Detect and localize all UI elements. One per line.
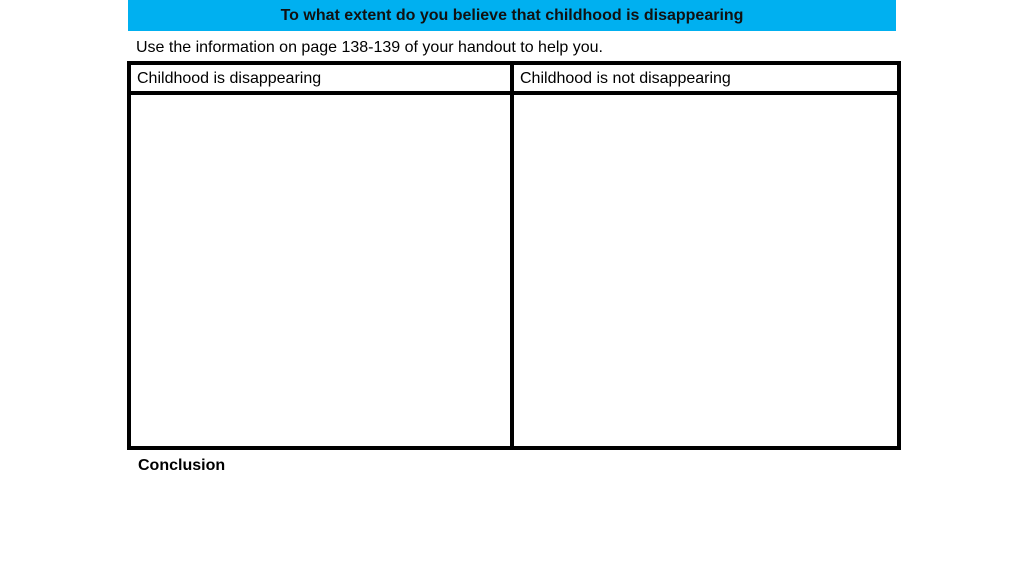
answer-area-not-disappearing[interactable] — [514, 95, 897, 446]
answer-area-disappearing[interactable] — [131, 95, 514, 446]
column-heading-not-disappearing: Childhood is not disappearing — [514, 65, 897, 95]
conclusion-label: Conclusion — [138, 457, 226, 474]
page-title: To what extent do you believe that childhood is disappearing — [280, 6, 744, 24]
comparison-table — [127, 61, 901, 450]
title-banner — [128, 0, 896, 31]
instruction-text: Use the information on page 138-139 of your handout to help you. — [136, 39, 603, 56]
column-heading-disappearing: Childhood is disappearing — [131, 65, 514, 95]
